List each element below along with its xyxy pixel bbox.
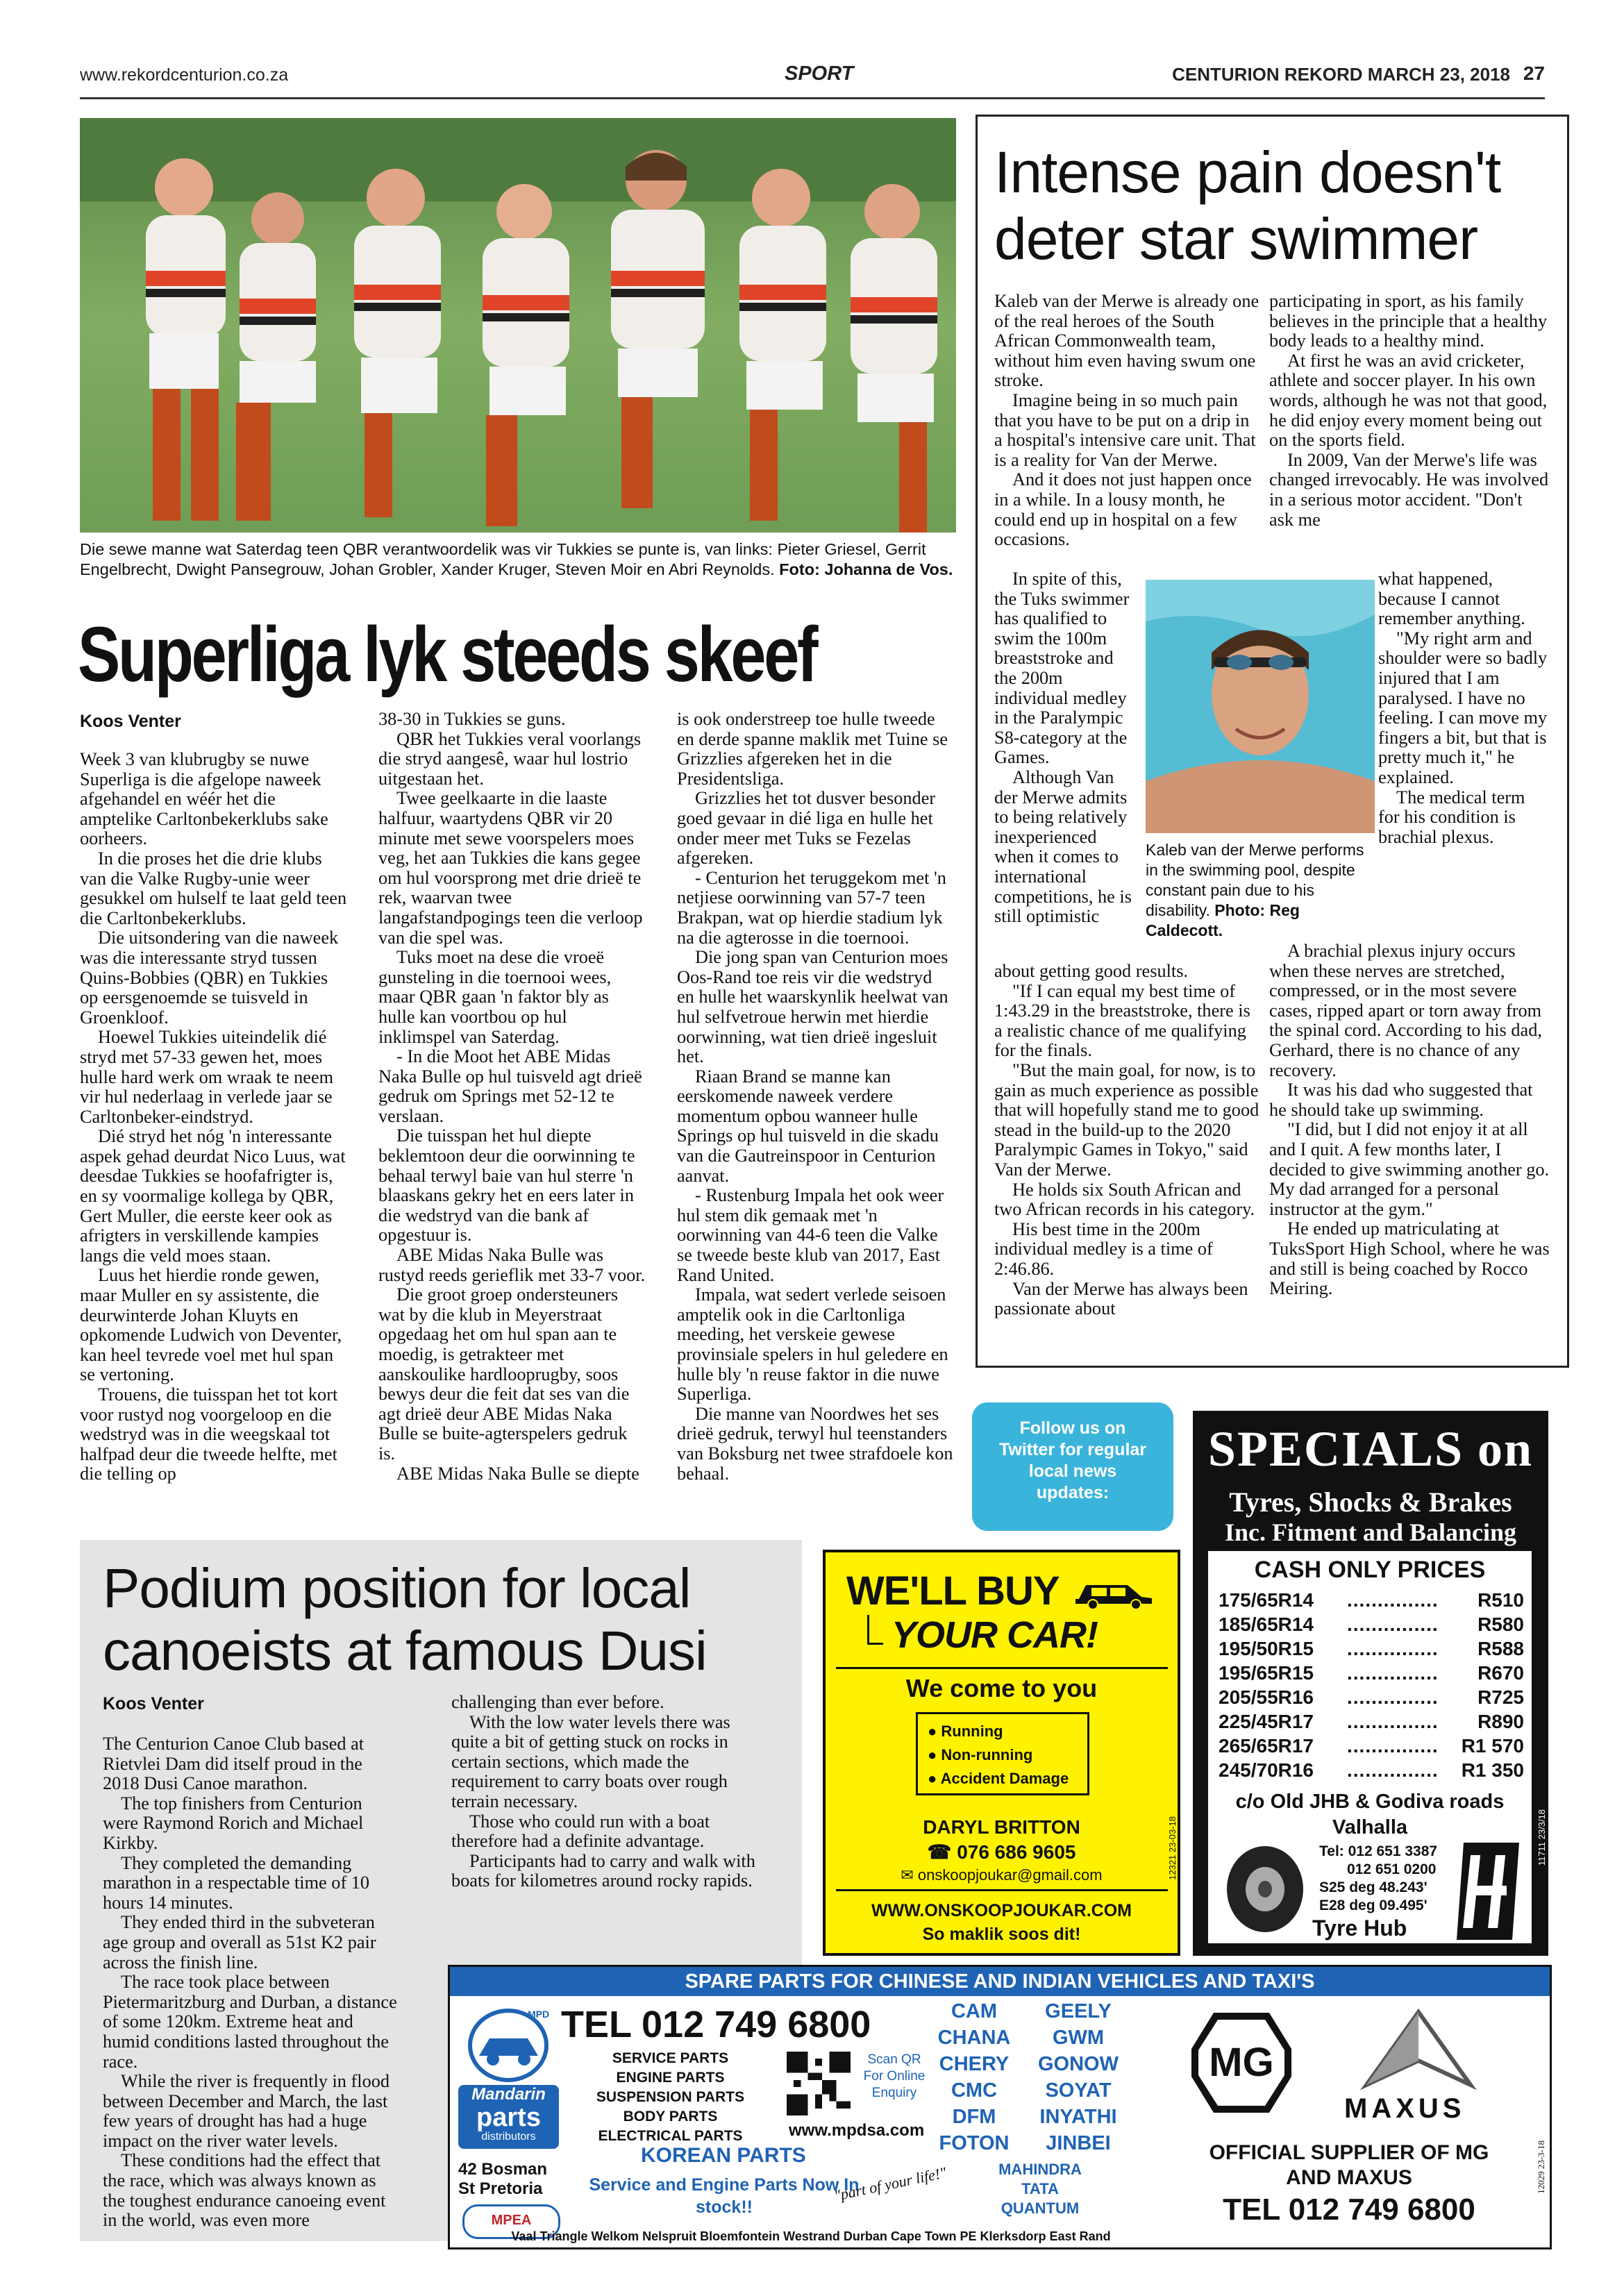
paragraph: "If I can equal my best time of 1:43.29 in the breaststroke, there is a realistic chance of me qualifying for the finals. (994, 980, 1250, 1061)
paragraph: While the river is frequently in flood between December and March, the last few years of drought has had a huge impact on the river water levels. (103, 2071, 390, 2151)
paragraph: And it does not just happen once in a while. In a lousy month, he could end up in hospital on a few occasions. (994, 469, 1252, 550)
price-list-panel (1208, 1551, 1532, 1943)
paragraph: Die manne van Noordwes het ses drieë gedruk, terwyl hul teenstanders van Boksburg net twee strafdoele kon behaal. (677, 1403, 953, 1484)
tyre-price: R725 (1477, 1686, 1524, 1708)
specials-subtitle-2: Inc. Fitment and Balancing (1224, 1518, 1517, 1546)
paragraph: Those who could run with a boat therefore had a definite advantage. (451, 1811, 710, 1852)
brands-column-3 (978, 2160, 1103, 2218)
brand-name: CHANA (937, 2027, 1011, 2049)
swimmer-column-2-bottom (1269, 941, 1550, 1299)
tyre-size: 245/70R16 (1219, 1759, 1314, 1781)
paragraph: "But the main goal, for now, is to gain as much experience as possible that will hopefully stand me to good stead in the build-up to the 2020 Paralympic Games in Tokyo," said Van der Merwe. (994, 1059, 1259, 1180)
paragraph: His best time in the 200m individual medley is a time of 2:46.86. (994, 1218, 1213, 1279)
paragraph: 38-30 in Tukkies se guns. (378, 709, 566, 729)
paragraph: The race took place between Pietermaritzburg and Durban, a distance of some 120km. Extreme heat and humid conditions lasted throughout the race. (103, 1972, 397, 2072)
rugby-headline: Superliga lyk steeds skeef (78, 611, 817, 698)
paragraph: The top finishers from Centurion were Raymond Rorich and Michael Kirkby. (103, 1793, 364, 1853)
ad-reference: 12029 23-3-18 (1536, 2140, 1546, 2194)
mg-logo (1186, 2007, 1297, 2122)
website-url[interactable]: www.rekordcenturion.co.za (80, 65, 289, 85)
tyre-size: 185/65R14 (1219, 1614, 1314, 1635)
podium-byline: Koos Venter (103, 1694, 204, 1713)
paragraph: He holds six South African and two African records in his category. (994, 1179, 1255, 1220)
caption-credit: Photo: Reg Caldecott. (1146, 901, 1300, 939)
tyre-hub-logo (1457, 1843, 1519, 1940)
swimmer-column-2-top (1269, 292, 1550, 530)
swimmer-column-1-top (994, 292, 1262, 550)
condition-item: ● Accident Damage (928, 1770, 1069, 1787)
paragraph: Week 3 van klubrugby se nuwe Superliga is die afgelope naweek afgehandel en wéér het die amptelike Carltonbekerklubs sake oorheers. (80, 749, 328, 849)
header-rule (80, 97, 1545, 99)
rugby-team-photo (80, 118, 956, 533)
paragraph: Luus het hierdie ronde gewen, maar Muller en sy assistente, die deurwinterde Johan Kluyts en opkomende Ludwich von Deventer, kan heel tevrede voel met hul span se vertoning. (80, 1265, 342, 1385)
paragraph: Hoewel Tukkies uiteindelik dié stryd met 57-33 gewen het, moes hulle hard werk om wraak te neem vir hul nederlaag in verlede jaar se Carltonbeker-eindstryd. (80, 1027, 334, 1127)
mandarin-text: Mandarin (471, 2085, 546, 2104)
caption-text: Die sewe manne wat Saterdag teen QBR verantwoordelik was vir Tukkies se punte is, van links: Pieter Griesel, Gerrit Engelbrecht, Dwight Pansegrouw, Johan Grobler, Xander Kruger, Steven Moir en Abri Reynolds. (80, 540, 926, 578)
brand-name: TATA (1021, 2180, 1059, 2197)
distributors-text: distributors (481, 2131, 536, 2143)
twitter-line: Follow us on (1019, 1418, 1126, 1438)
tyre-price: R670 (1477, 1662, 1524, 1684)
contact-email[interactable]: ✉ onskoopjoukar@gmail.com (901, 1866, 1103, 1884)
tyre-size: 205/55R16 (1219, 1686, 1314, 1708)
brand-name: GEELY (1045, 2000, 1112, 2022)
brand-name: GWM (1052, 2027, 1105, 2049)
brand-name: DFM (952, 2106, 996, 2128)
mpd-website[interactable]: www.mpdsa.com (789, 2121, 925, 2140)
paragraph: Die jong span van Centurion moes Oos-Rand toe reis vir die wedstryd en hulle het waarskynlik heelwat van hul selfvetroue herwin met hierdie oorwinning, wat tien drieë ingesluit het. (677, 947, 948, 1067)
paragraph: He ended up matriculating at TuksSport High School, where he was and still is being coached by Rocco Meiring. (1269, 1218, 1550, 1299)
paragraph: about getting good results. (994, 961, 1189, 981)
shop-coordinate-2: E28 deg 09.495' (1319, 1897, 1428, 1913)
rugby-column-3 (677, 710, 953, 1484)
rugby-photo-caption (80, 539, 956, 580)
rugby-column-1 (80, 750, 347, 1484)
paragraph: In 2009, Van der Merwe's life was changed irrevocably. He was involved in a serious motor accident. "Don't ask me (1269, 449, 1549, 530)
spare-parts-banner: SPARE PARTS FOR CHINESE AND INDIAN VEHICLES AND TAXI'S (450, 1967, 1550, 1996)
paragraph: Die tuisspan het hul diepte beklemtoon deur die oorwinning te behaal terwyl baie van hul sterre 'n blaaskans gekry het en eers later in die wedstryd van die bank af opgestuur is. (378, 1125, 635, 1246)
paragraph: "I did, but I did not enjoy it at all and I quit. A few months later, I decided to give swimming another go. My dad arranged for a personal instructor at the gym." (1269, 1119, 1550, 1219)
paragraph: Impala, wat sedert verlede seisoen amptelik ook in die Carltonliga meeding, het verskeie gewese provinsiale spelers in hul geledere en hulle bly 'n reuse faktor in die nuwe Superliga. (677, 1284, 948, 1405)
shop-contact (1319, 1843, 1437, 1915)
specials-subtitle: Tyres, Shocks & Brakes (1229, 1486, 1512, 1518)
twitter-line: Twitter for regular (998, 1440, 1147, 1459)
paragraph: - In die Moot het ABE Midas Naka Bulle op hul tuisveld agt drieë gedruk om Springs met 52-12 te verslaan. (378, 1046, 642, 1126)
paragraph: These conditions had the effect that the race, which was always known as the toughest endurance canoeing event in the world, was even more (103, 2150, 386, 2231)
mpea-logo: MPEA (462, 2204, 560, 2239)
brand-name: MAHINDRA (998, 2161, 1082, 2178)
paragraph: Die uitsondering van die naweek was die interessante stryd tussen Quins-Bobbies (QBR) en Tukkies op eersgenoemde se tuisveld in Groenkloof. (80, 928, 339, 1028)
twitter-line: updates: (1036, 1483, 1110, 1502)
paragraph: is ook onderstreep toe hulle tweede en derde spanne maklik met Tuine se Grizzlies afgereken het in die Presidentsliga. (677, 709, 948, 789)
korean-parts-heading: KOREAN PARTS (641, 2144, 806, 2167)
paragraph: They completed the demanding marathon in a respectable time of 10 hours 14 minutes. (103, 1852, 370, 1913)
mg-telephone[interactable]: TEL 012 749 6800 (1223, 2193, 1475, 2227)
brand-name: SOYAT (1045, 2079, 1112, 2102)
paragraph: - Rustenburg Impala het ook weer hul stem dik gemaak met 'n oorwinning van 44-6 teen die Valke se tweede beste klub van 2017, East Rand United. (677, 1185, 944, 1285)
divider (836, 1889, 1168, 1891)
condition-item: ● Non-running (928, 1746, 1033, 1763)
paragraph: Kaleb van der Merwe is already one of the real heroes of the South African Commonwealth team, without him even having swum one stroke. (994, 291, 1259, 391)
shop-suburb: Valhalla (1332, 1816, 1407, 1838)
paragraph: In die proses het die drie klubs van die Valke Rugby-unie weer gesukkel om hulself te laat geld teen die Carltonbekerklubs. (80, 848, 347, 928)
tyre-hub-brand: Tyre Hub (1312, 1916, 1407, 1941)
services-list (571, 2049, 769, 2146)
swimmer-column-1-bottom (994, 962, 1262, 1319)
paragraph: In spite of this, the Tuks swimmer has qualified to swim the 100m breaststroke and the 200m individual medley in the Paralympic S8-category at the Games. (994, 569, 1130, 768)
leader-dots: ............... (1347, 1589, 1439, 1611)
service-item: SERVICE PARTS (612, 2050, 729, 2066)
paragraph: Imagine being in so much pain that you have to be put on a drip in a hospital's intensive care unit. That is a reality for Van der Merwe. (994, 389, 1256, 470)
part-of-life-slogan: "part of your life!" (832, 2163, 948, 2204)
page-number: 27 (1523, 62, 1545, 84)
mg-text: MG (1209, 2040, 1274, 2085)
qr-code-icon[interactable] (787, 2052, 851, 2115)
paragraph: QBR het Tukkies veral voorlangs die stryd aangesê, waar hul lostrio uitgestaan het. (378, 728, 642, 789)
twitter-line: local news (1028, 1461, 1117, 1481)
swimmer-column-2-wrap (1378, 569, 1548, 847)
bracket-decoration (867, 1615, 883, 1645)
leader-dots: ............... (1347, 1686, 1439, 1708)
paragraph: challenging than ever before. (451, 1692, 664, 1712)
paragraph: ABE Midas Naka Bulle se diepte (396, 1463, 639, 1484)
address-line: 42 Bosman (458, 2160, 548, 2179)
shop-coordinate-1: S25 deg 48.243' (1319, 1879, 1428, 1895)
contact-phone[interactable]: ☎ 076 686 9605 (927, 1841, 1076, 1863)
brand-name: CMC (951, 2079, 998, 2102)
condition-item: ● Running (928, 1723, 1003, 1740)
shop-tel-2: 012 651 0200 (1347, 1861, 1437, 1877)
tyre-price: R1 570 (1461, 1735, 1524, 1757)
shop-tel-1: Tel: 012 651 3387 (1319, 1843, 1438, 1859)
tyre-price: R580 (1477, 1614, 1524, 1635)
condition-list (916, 1712, 1089, 1795)
tyre-size: 175/65R14 (1219, 1589, 1314, 1611)
podium-column-1 (103, 1734, 398, 2231)
tyre-size: 265/65R17 (1219, 1735, 1314, 1757)
mandarin-parts-logo (458, 2007, 559, 2156)
specials-title: SPECIALS on (1207, 1421, 1534, 1477)
official-line: OFFICIAL SUPPLIER OF MG (1209, 2141, 1489, 2164)
shop-address: c/o Old JHB & Godiva roads (1235, 1791, 1505, 1813)
paragraph: Grizzlies het tot dusver besonder goed gevaar in dié liga en hulle het onder meer met Tuks se Fezelas afgereken. (677, 788, 936, 869)
ad-reference: 12321 23-03-18 (1167, 1816, 1178, 1880)
branch-list: Vaal Triangle Welkom Nelspruit Bloemfontein Westrand Durban Cape Town PE Klerksdorp East Rand (511, 2229, 1111, 2243)
well-buy-your-car-ad[interactable] (823, 1550, 1180, 1956)
brand-name: JINBEI (1046, 2132, 1111, 2154)
official-supplier (1172, 2140, 1526, 2190)
paragraph: At first he was an avid cricketer, athlete and soccer player. In his own words, although he was not that good, he did enjoy every moment being out on the sports field. (1269, 350, 1548, 451)
mandarin-telephone[interactable]: TEL 012 749 6800 (561, 2004, 871, 2045)
divider (836, 1667, 1168, 1669)
leader-dots: ............... (1347, 1662, 1439, 1684)
price-heading: CASH ONLY PRICES (1254, 1557, 1486, 1583)
section-label: SPORT (785, 62, 854, 85)
rugby-column-2 (378, 710, 648, 1484)
leader-dots: ............... (1347, 1614, 1439, 1635)
podium-column-2 (451, 1693, 767, 1891)
page-header (80, 60, 1545, 94)
swimmer-column-1-wrap (994, 569, 1140, 927)
paragraph: Van der Merwe has always been passionate about (994, 1278, 1248, 1319)
tyre-price: R588 (1477, 1638, 1524, 1659)
mail-icon: ✉ (901, 1866, 918, 1884)
spare-parts-ad[interactable] (448, 1965, 1552, 2249)
tyre-price: R1 350 (1461, 1759, 1524, 1781)
brand-name: INYATHI (1039, 2106, 1117, 2128)
phone-icon: ☎ (927, 1841, 957, 1863)
mpd-label: MPD (528, 2009, 550, 2020)
ad-line-2: YOUR CAR! (891, 1614, 1098, 1656)
swimmer-photo-caption (1146, 840, 1375, 941)
car-icon (1072, 1575, 1155, 1609)
service-item: ELECTRICAL PARTS (598, 2128, 743, 2144)
mandarin-wordmark (458, 2085, 559, 2149)
tyre-size: 225/45R17 (1219, 1711, 1314, 1732)
ad-slogan: So maklik soos dit! (922, 1925, 1081, 1944)
address-line: St Pretoria (458, 2179, 543, 2198)
caption-credit: Foto: Johanna de Vos. (779, 560, 953, 578)
paragraph: Participants had to carry and walk with boats for kilometres around rocky rapids. (451, 1850, 755, 1891)
leader-dots: ............... (1347, 1638, 1439, 1659)
contact-website[interactable]: WWW.ONSKOOPJOUKAR.COM (871, 1901, 1132, 1920)
official-line: AND MAXUS (1286, 2166, 1412, 2189)
tyre-size: 195/50R15 (1219, 1638, 1314, 1659)
twitter-follow-box[interactable] (972, 1402, 1173, 1531)
maxus-logo-icon (1353, 2009, 1484, 2092)
mandarin-address (458, 2160, 547, 2199)
tyre-size: 195/65R15 (1219, 1662, 1314, 1684)
paragraph: Dié stryd het nóg 'n interessante aspek gehad deurdat Nico Luus, wat deesdae Tukkies se hoofafrigter is, en sy voormalige kollega by QBR, Gert Muller, die eerste keer ook as afrigters in verskillende kampies langs die veld moes staan. (80, 1126, 346, 1266)
brand-name: GONOW (1038, 2053, 1119, 2075)
paragraph: Die groot groep ondersteuners wat by die klub in Meyerstraat opgedaag het om hul span aan te moedig, is getrakteer met aanskoulike hardlooprugby, soos bewys deur die feit dat ses van die agt drieë deur ABE Midas Naka Bulle se buite-agterspelers gedruk is. (378, 1284, 630, 1464)
paragraph: Tuks moet na dese die vroeë gunsteling in die toernooi wees, maar QBR gaan 'n faktor bly as hulle kan voortbou op hul inklimspel van Saterdag. (378, 947, 612, 1047)
mandarin-car-icon (458, 2007, 559, 2090)
service-item: SUSPENSION PARTS (596, 2089, 745, 2105)
service-item: BODY PARTS (623, 2109, 718, 2125)
service-engine-line: Service and Engine Parts Now In stock!! (589, 2175, 860, 2217)
paragraph: participating in sport, as his family believes in the principle that a healthy body leads to a healthy mind. (1269, 291, 1548, 351)
paragraph: Riaan Brand se manne kan eerskomende naweek verdere momentum opbou wanneer hulle Springs op hul tuisveld in die skadu van die Gautreinspoor in Centurion aanvat. (677, 1066, 939, 1186)
paragraph: Although Van der Merwe admits to being relatively inexperienced when it comes to international competitions, he is still optimistic (994, 766, 1132, 927)
paragraph: Twee geelkaarte in die laaste halfuur, waartydens QBR vir 20 minute met sewe voorspelers moes veg, het aan Tukkies die kans gegee om hul voorsprong met drie drieë te rek, waarvan twee langafstandpogings teen die verloop van die spel was. (378, 788, 643, 948)
podium-headline: Podium position for local canoeists at famous Dusi (103, 1557, 707, 1682)
paragraph: Trouens, die tuisspan het tot kort voor rustyd nog voorgeloop en die wedstryd was in die weegskaal tot halfpad deur die tweede helfte, met die telling op (80, 1384, 338, 1484)
publication-date: CENTURION REKORD MARCH 23, 2018 (1172, 64, 1510, 85)
paragraph: - Centurion het teruggekom met 'n netjiese oorwinning van 57-7 teen Brakpan, wat op hierdie stadium lyk na die agterosse in die toernooi. (677, 867, 946, 948)
paragraph: They ended third in the subveteran age group and overall as 51st K2 pair across the finish line. (103, 1912, 376, 1972)
service-item: ENGINE PARTS (616, 2070, 725, 2086)
tyre-price: R890 (1477, 1711, 1524, 1732)
paragraph: "My right arm and shoulder were so badly injured that I am paralysed. I have no feeling. I can move my fingers a bit, but that is pretty much it," he explained. (1378, 628, 1548, 787)
swimmer-headline: Intense pain doesn't deter star swimmer (994, 140, 1501, 271)
swimmer-photo (1146, 580, 1375, 833)
brand-name: FOTON (939, 2132, 1010, 2154)
contact-name: DARYL BRITTON (923, 1816, 1080, 1838)
brands-column-2 (1030, 1998, 1127, 2156)
rugby-byline: Koos Venter (80, 712, 181, 731)
brand-name: QUANTUM (1001, 2199, 1080, 2217)
tyre-specials-ad[interactable] (1193, 1411, 1548, 1956)
leader-dots: ............... (1347, 1759, 1439, 1781)
leader-dots: ............... (1347, 1711, 1439, 1732)
ad-line-3: We come to you (905, 1674, 1098, 1702)
paragraph: The medical term for his condition is brachial plexus. (1378, 787, 1525, 847)
tyre-price: R510 (1477, 1589, 1524, 1611)
paragraph: It was his dad who suggested that he should take up swimming. (1269, 1080, 1533, 1120)
brand-name: CHERY (939, 2053, 1010, 2075)
paragraph: With the low water levels there was quite a bit of getting stuck on rocks in certain sections, which made the requirement to carry boats over rough terrain necessary. (451, 1711, 730, 1811)
leader-dots: ............... (1347, 1735, 1439, 1757)
maxus-wordmark: MAXUS (1344, 2093, 1466, 2124)
paragraph: ABE Midas Naka Bulle was rustyd reeds gerieflik met 33-7 voor. (378, 1245, 646, 1285)
brand-name: CAM (951, 2000, 998, 2022)
parts-text: parts (476, 2103, 541, 2132)
caption-text: Kaleb van der Merwe performs in the swimming pool, despite constant pain due to his disability. (1146, 841, 1364, 919)
scan-qr-text: Scan QR For Online Enquiry (863, 2052, 926, 2100)
ad-reference: 11711 23/3/18 (1537, 1809, 1547, 1866)
brands-column-1 (929, 1998, 1019, 2156)
paragraph: The Centurion Canoe Club based at Rietvlei Dam did itself proud in the 2018 Dusi Canoe marathon. (103, 1734, 365, 1794)
tyre-icon (1216, 1844, 1314, 1934)
ad-line-1: WE'LL BUY (846, 1568, 1060, 1614)
paragraph: what happened, because I cannot remember anything. (1378, 569, 1525, 629)
paragraph: A brachial plexus injury occurs when these nerves are stretched, compressed, or in the most severe cases, ripped apart or torn away from the spinal cord. According to his dad, Gerhard, there is no chance of any recovery. (1269, 941, 1542, 1080)
